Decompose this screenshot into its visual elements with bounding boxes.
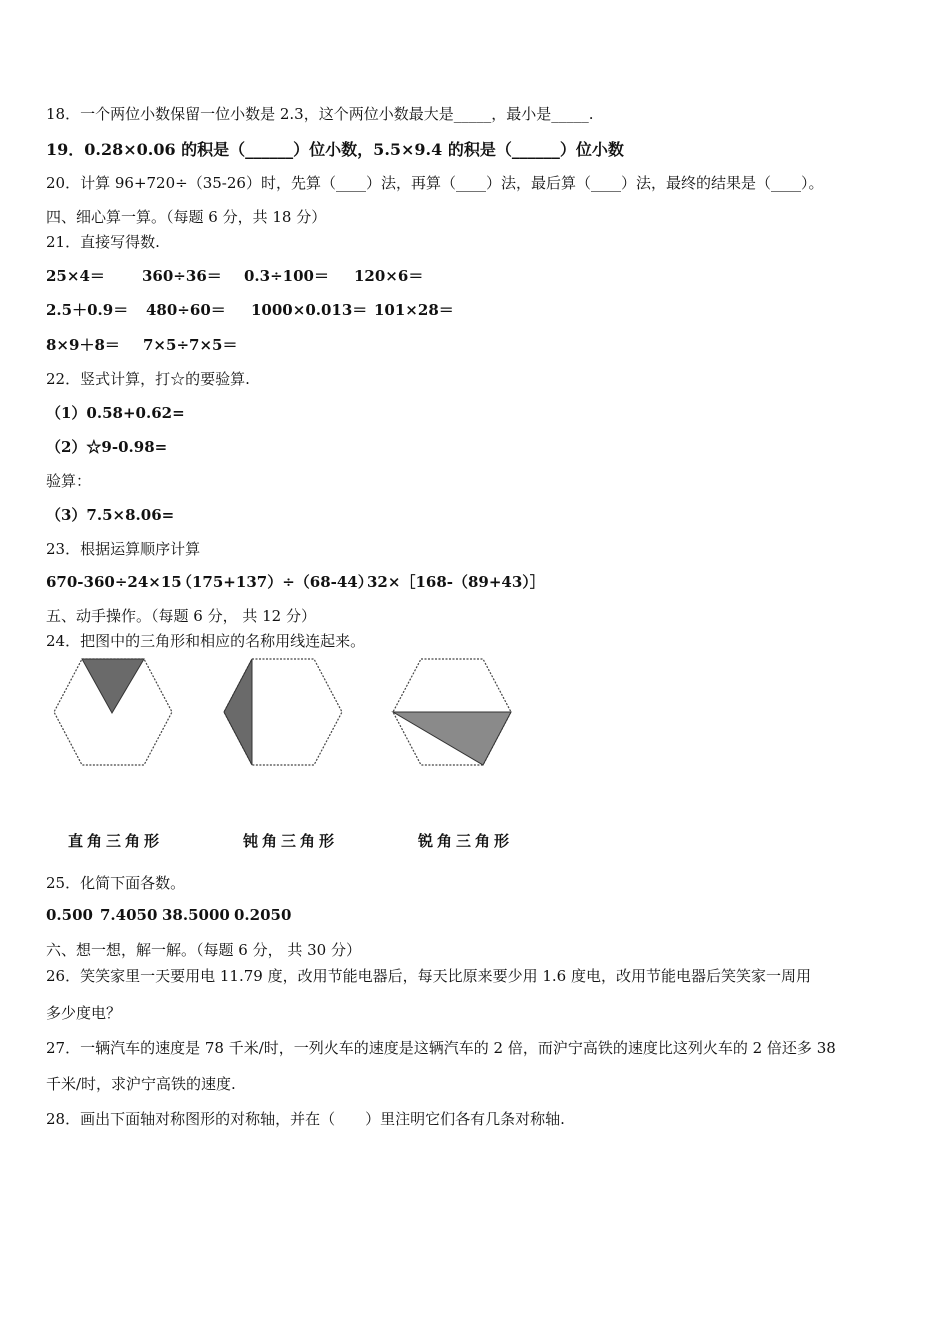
q21-row-3 [46, 334, 237, 355]
q21-item: 7×5÷7×5＝ [143, 336, 238, 354]
question-20: 20．计算 96+720÷（35-26）时，先算（____）法，再算（____）法，最后算（____）法，最终的结果是（____）。 [46, 174, 824, 192]
q25-item: 7.4050 [100, 906, 158, 924]
section-4-heading: 四、细心算一算。（每题 6 分，共 18 分） [46, 208, 327, 226]
question-26-line-1: 26．笑笑家里一天要用电 11.79 度，改用节能电器后，每天比原来要少用 1.6 度电，改用节能电器后笑笑家一周用 [46, 967, 811, 985]
hexagon-figure-2 [220, 655, 346, 769]
q23-item: 670-360÷24×15 [46, 573, 182, 591]
question-23: 23．根据运算顺序计算 [46, 540, 201, 558]
section-5-heading: 五、动手操作。（每题 6 分， 共 12 分） [46, 607, 316, 625]
q22-item-3: （3）7.5×8.06= [46, 506, 175, 524]
question-27-line-2: 千米/时，求沪宁高铁的速度. [46, 1075, 236, 1093]
hexagon-figure-1 [50, 655, 176, 769]
question-21: 21．直接写得数. [46, 233, 160, 251]
section-6-heading: 六、想一想，解一解。（每题 6 分， 共 30 分） [46, 941, 361, 959]
q21-item: 0.3÷100＝ [244, 267, 329, 285]
q21-item: 8×9＋8＝ [46, 336, 120, 354]
q22-item-2: （2）☆9-0.98= [46, 438, 168, 456]
question-24: 24．把图中的三角形和相应的名称用线连起来。 [46, 632, 366, 650]
label-obtuse-triangle: 钝角三角形 [243, 832, 339, 850]
shaded-triangle [393, 712, 511, 765]
label-acute-triangle: 锐角三角形 [418, 832, 514, 850]
q21-item: 120×6＝ [354, 267, 424, 285]
shaded-triangle [82, 659, 144, 713]
q21-item: 1000×0.013＝ [251, 301, 368, 319]
q25-item: 0.2050 [234, 906, 292, 924]
q21-item: 101×28＝ [374, 301, 454, 319]
hexagon-figure-3 [389, 655, 515, 769]
q21-row-2 [46, 299, 454, 320]
shaded-triangle [224, 659, 252, 765]
question-28: 28．画出下面轴对称图形的对称轴，并在（ ）里注明它们各有几条对称轴. [46, 1110, 565, 1128]
label-right-triangle: 直角三角形 [68, 832, 164, 850]
q25-row [46, 906, 291, 924]
q21-item: 25×4＝ [46, 267, 105, 285]
q25-item: 0.500 [46, 906, 93, 924]
question-25: 25．化简下面各数。 [46, 874, 186, 892]
question-27-line-1: 27．一辆汽车的速度是 78 千米/时，一列火车的速度是这辆汽车的 2 倍，而沪宁高铁的速度比这列火车的 2 倍还多 38 [46, 1039, 836, 1057]
question-19: 19．0.28×0.06 的积是（______）位小数，5.5×9.4 的积是（______）位小数 [46, 140, 624, 159]
q23-item: （175+137）÷（68-44） [177, 573, 373, 591]
question-26-line-2: 多少度电？ [46, 1004, 122, 1022]
q21-item: 360÷36＝ [142, 267, 222, 285]
q23-row [46, 571, 545, 592]
q22-check-label: 验算： [46, 472, 92, 490]
q21-item: 2.5＋0.9＝ [46, 301, 129, 319]
q25-item: 38.5000 [162, 906, 230, 924]
q21-item: 480÷60＝ [146, 301, 226, 319]
q22-item-1: （1）0.58+0.62= [46, 404, 185, 422]
question-18: 18．一个两位小数保留一位小数是 2.3，这个两位小数最大是_____，最小是_____. [46, 105, 594, 123]
q23-item: 32×［168-（89+43）］ [367, 573, 545, 591]
q21-row-1 [46, 265, 423, 286]
question-22: 22．竖式计算，打☆的要验算. [46, 370, 250, 388]
